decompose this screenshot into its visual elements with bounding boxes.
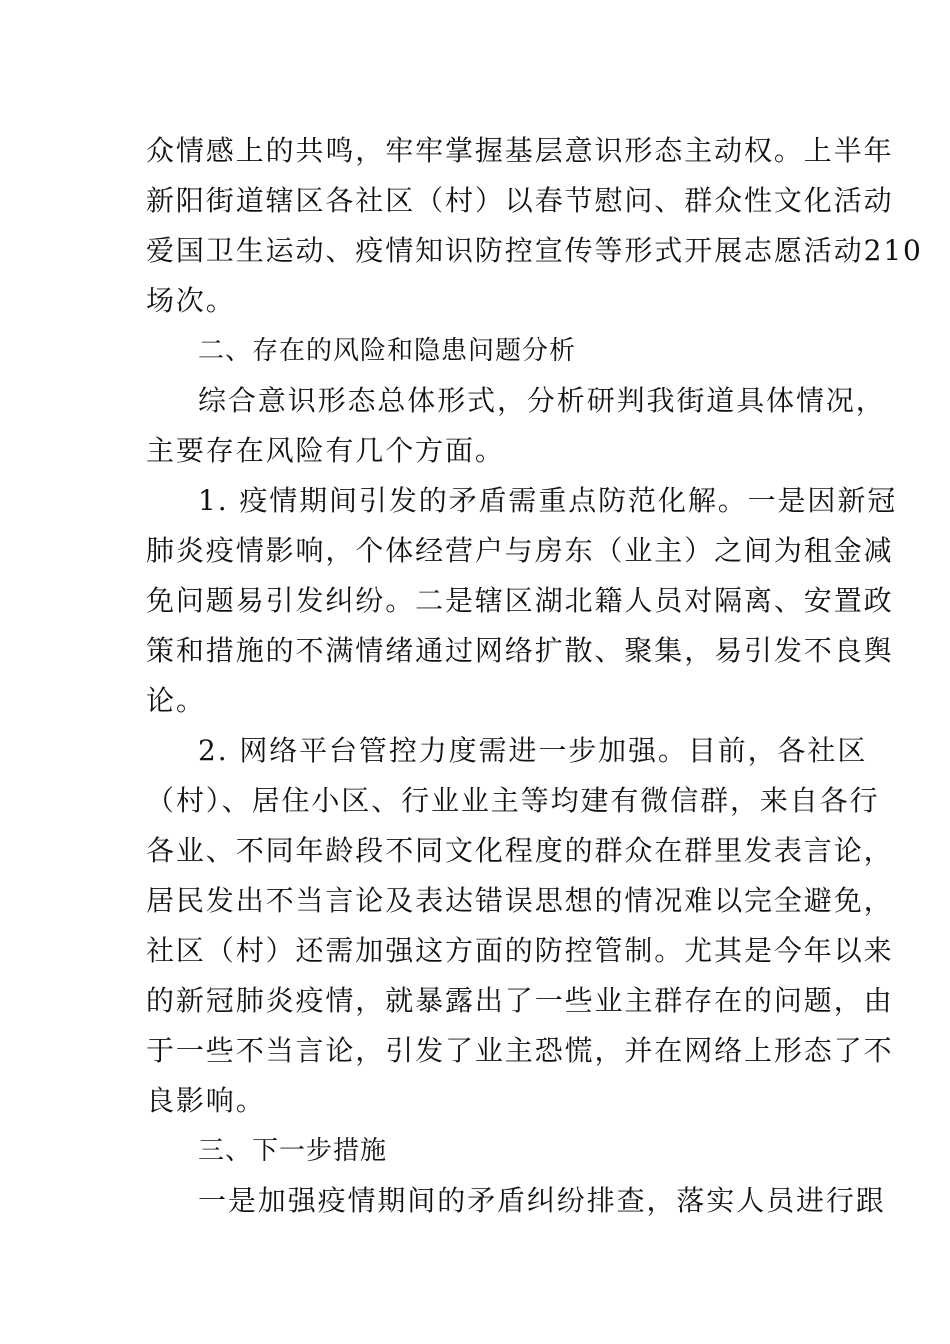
body-text-line: 1. 疫情期间引发的矛盾需重点防范化解。一是因新冠 xyxy=(198,484,898,517)
body-text-line: （村）、居住小区、行业业主等均建有微信群，来自各行 xyxy=(146,784,880,817)
body-text-line: 免问题易引发纠纷。二是辖区湖北籍人员对隔离、安置政 xyxy=(146,584,894,617)
body-text-line: 2. 网络平台管控力度需进一步加强。目前，各社区 xyxy=(198,734,868,767)
body-text-line: 主要存在风险有几个方面。 xyxy=(146,434,505,467)
body-text-line: 居民发出不当言论及表达错误思想的情况难以完全避免， xyxy=(146,884,894,917)
body-text-line: 众情感上的共鸣，牢牢掌握基层意识形态主动权。上半年 xyxy=(146,134,894,167)
body-text-line: 一是加强疫情期间的矛盾纠纷排查，落实人员进行跟 xyxy=(198,1184,886,1217)
body-text-line: 策和措施的不满情绪通过网络扩散、聚集，易引发不良舆 xyxy=(146,634,894,667)
body-text-line: 新阳街道辖区各社区（村）以春节慰问、群众性文化活动 xyxy=(146,184,894,217)
body-text-line: 肺炎疫情影响，个体经营户与房东（业主）之间为租金减 xyxy=(146,534,894,567)
section-heading-2: 二、存在的风险和隐患问题分析 xyxy=(198,336,577,366)
body-text-line: 各业、不同年龄段不同文化程度的群众在群里发表言论， xyxy=(146,834,894,867)
body-text-line: 综合意识形态总体形式，分析研判我街道具体情况， xyxy=(198,384,886,417)
body-text-line: 的新冠肺炎疫情，就暴露出了一些业主群存在的问题，由 xyxy=(146,984,894,1017)
body-text-line: 爱国卫生运动、疫情知识防控宣传等形式开展志愿活动210 xyxy=(146,234,923,267)
body-text-line: 场次。 xyxy=(146,284,236,317)
section-heading-3: 三、下一步措施 xyxy=(198,1136,388,1166)
body-text-line: 于一些不当言论，引发了业主恐慌，并在网络上形态了不 xyxy=(146,1034,894,1067)
body-text-line: 良影响。 xyxy=(146,1084,266,1117)
body-text-line: 社区（村）还需加强这方面的防控管制。尤其是今年以来 xyxy=(146,934,894,967)
body-text-line: 论。 xyxy=(146,684,206,717)
